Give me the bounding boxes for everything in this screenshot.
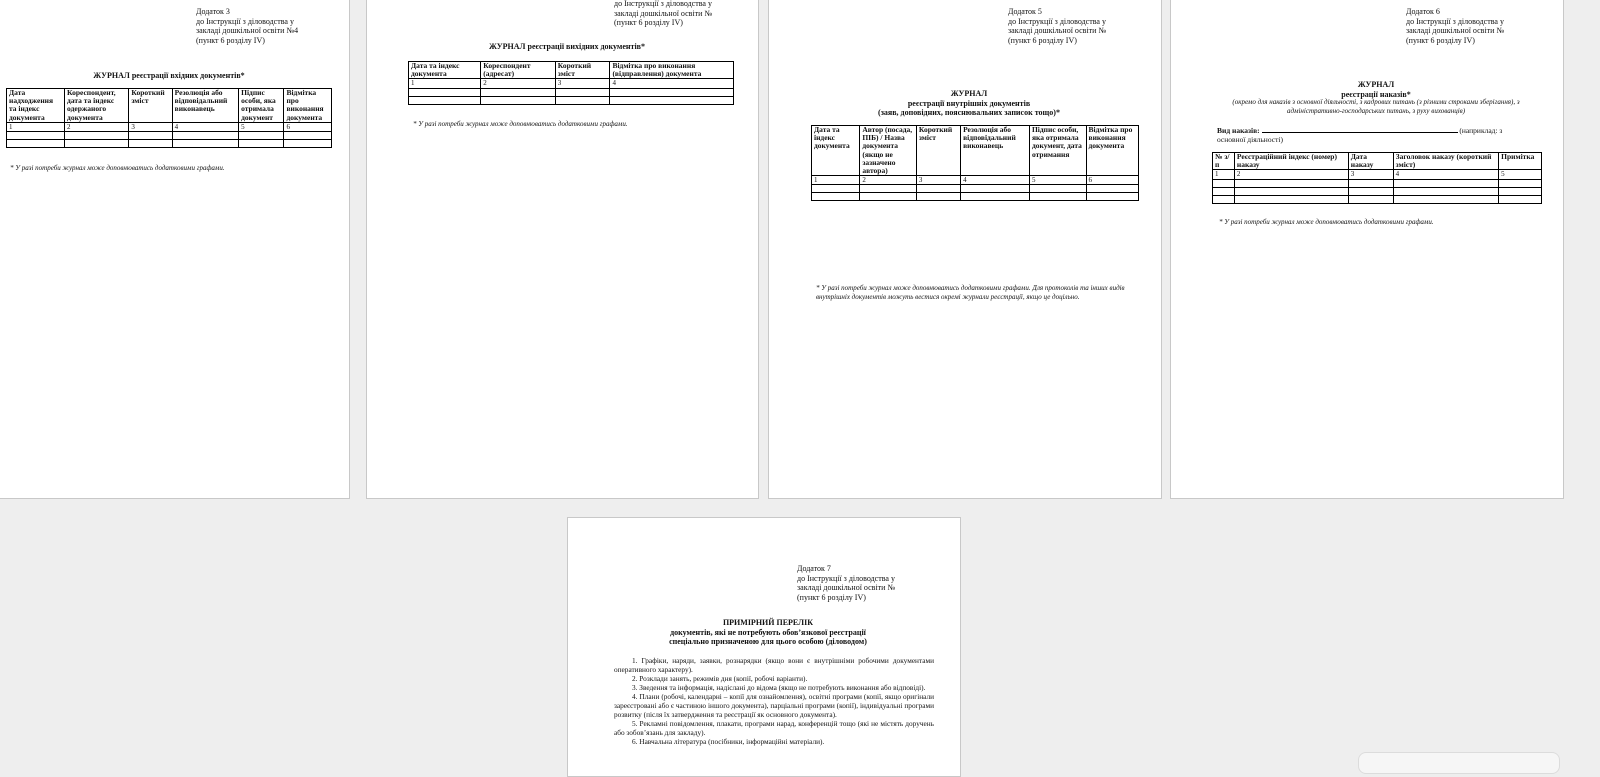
header-line: (пункт 6 розділу IV) bbox=[196, 35, 265, 45]
table-row bbox=[1213, 195, 1542, 203]
header-line: закладі дошкільної освіти № bbox=[1008, 26, 1107, 35]
footnote: * У разі потреби журнал може доповнюватись додатковими графами. bbox=[10, 164, 225, 172]
title-line: ПРИМІРНИЙ ПЕРЕЛІК bbox=[722, 618, 814, 627]
footnote: * У разі потреби журнал може доповнюватись додатковими графами. bbox=[413, 120, 628, 128]
column-header: Заголовок наказу (короткий зміст) bbox=[1393, 153, 1498, 170]
table-cell: 2 bbox=[860, 176, 917, 185]
column-header: Дата та індекс документа bbox=[812, 126, 860, 176]
header-line: (пункт 6 розділу IV) bbox=[1406, 35, 1475, 45]
column-header: Резолюція або відповідальний виконавець bbox=[172, 89, 238, 123]
title-line: ЖУРНАЛ bbox=[1357, 80, 1395, 89]
table-cell: 6 bbox=[284, 122, 332, 131]
footnote: * У разі потреби журнал може доповнюватись додатковими графами. bbox=[1219, 218, 1434, 226]
column-header: Дата надходження та індекс документа bbox=[7, 89, 65, 123]
appendix-header bbox=[1008, 7, 1106, 45]
column-header: Короткий зміст bbox=[916, 126, 960, 176]
appendix-header bbox=[797, 564, 895, 602]
order-kind-line bbox=[1217, 125, 1517, 144]
table-row bbox=[7, 132, 332, 140]
table-cell: 3 bbox=[916, 176, 960, 185]
column-header: Кореспондент, дата та індекс одержаного документа bbox=[65, 89, 129, 123]
header-line: закладі дошкільної освіти №4 bbox=[196, 26, 299, 35]
header-line: закладі дошкільної освіти № bbox=[797, 583, 896, 592]
order-kind-hint: (наприклад: з bbox=[1459, 126, 1503, 135]
title-line: документів, які не потребують обов’язкової реєстрації bbox=[670, 627, 866, 637]
journal-title: ЖУРНАЛ реєстрації вхідних документів* bbox=[93, 71, 245, 80]
table-number-row bbox=[409, 79, 734, 88]
header-line: до Інструкції з діловодства у bbox=[614, 0, 712, 8]
table-cell: 2 bbox=[1234, 170, 1348, 179]
column-header: № з/п bbox=[1213, 153, 1235, 170]
table-header-row bbox=[409, 62, 734, 79]
table-cell: 6 bbox=[1086, 176, 1138, 185]
floating-panel-edge bbox=[1358, 752, 1560, 774]
title-line: (заяв, доповідних, пояснювальних записок тощо)* bbox=[878, 108, 1060, 117]
table-row bbox=[409, 88, 734, 96]
table-cell: 1 bbox=[7, 122, 65, 131]
list-item: 4. Плани (робочі, календарні – копії для ознайомлення), освітні програми (копії, якщо оригінали зареєстровані або є частиною іншого документа), парціальні програми (копії), індивідуальні програми розвитку (після їх затвердження та реєстрації як основного документа). bbox=[614, 692, 934, 719]
appendix-header bbox=[614, 0, 712, 28]
table-header-row bbox=[7, 89, 332, 123]
table-cell: 1 bbox=[409, 79, 481, 88]
list-item: 5. Рекламні повідомлення, плакати, програми нарад, конференцій тощо (які не містять доручень або зобов’язань для закладу). bbox=[614, 719, 934, 737]
column-header: Короткий зміст bbox=[555, 62, 610, 79]
header-line: Додаток 5 bbox=[1008, 7, 1042, 16]
list-item: 6. Навчальна література (посібники, інформаційні матеріали). bbox=[632, 737, 825, 746]
header-line: Додаток 3 bbox=[196, 7, 230, 16]
column-header: Реєстраційний індекс (номер) наказу bbox=[1234, 153, 1348, 170]
table-cell: 4 bbox=[172, 122, 238, 131]
list-title bbox=[618, 618, 918, 647]
table-number-row bbox=[7, 122, 332, 131]
header-line: (пункт 6 розділу IV) bbox=[797, 592, 866, 602]
page-appendix-4 bbox=[366, 0, 759, 499]
order-kind-label: Вид наказів: bbox=[1217, 126, 1260, 135]
column-header: Підпис особи, яка отримала документ, дата отримання bbox=[1029, 126, 1086, 176]
header-line: до Інструкції з діловодства у bbox=[1406, 16, 1504, 26]
table-cell: 5 bbox=[1499, 170, 1542, 179]
table-row bbox=[7, 140, 332, 148]
footnote: * У разі потреби журнал може доповнюватись додатковими графами. Для протоколів та інших видів внутрішніх документів можуть вестися окремі журнали реєстрації, якщо це доцільно. bbox=[816, 284, 1125, 301]
table-header-row bbox=[812, 126, 1139, 176]
incoming-documents-table bbox=[6, 88, 332, 148]
outgoing-documents-table bbox=[408, 61, 734, 105]
column-header: Відмітка про виконання документа bbox=[1086, 126, 1138, 176]
list-item: 1. Графіки, наряди, заявки, рознарядки (якщо вони є внутрішніми робочими документами оперативного характеру). bbox=[614, 656, 934, 674]
title-line: ЖУРНАЛ bbox=[950, 89, 988, 98]
column-header: Короткий зміст bbox=[129, 89, 172, 123]
table-row bbox=[812, 185, 1139, 193]
page-appendix-6 bbox=[1170, 0, 1564, 499]
column-header: Автор (посада, ПІБ) / Назва документа (якщо не зазначено автора) bbox=[860, 126, 917, 176]
table-cell: 1 bbox=[812, 176, 860, 185]
order-kind-blank bbox=[1262, 125, 1458, 133]
title-line: реєстрації внутрішніх документів bbox=[907, 98, 1031, 108]
column-header: Відмітка про виконання документа bbox=[284, 89, 332, 123]
header-line: Додаток 7 bbox=[797, 564, 831, 573]
table-row bbox=[1213, 179, 1542, 187]
journal-title bbox=[819, 89, 1119, 118]
table-number-row bbox=[1213, 170, 1542, 179]
page-appendix-3 bbox=[0, 0, 350, 499]
table-row bbox=[812, 193, 1139, 201]
internal-documents-table bbox=[811, 125, 1139, 201]
table-cell: 5 bbox=[239, 122, 284, 131]
page-appendix-7 bbox=[567, 517, 961, 777]
table-cell: 1 bbox=[1213, 170, 1235, 179]
header-line: (пункт 6 розділу IV) bbox=[1008, 35, 1077, 45]
header-line: до Інструкції з діловодства у bbox=[196, 16, 294, 26]
table-header-row bbox=[1213, 153, 1542, 170]
table-cell: 5 bbox=[1029, 176, 1086, 185]
appendix-header bbox=[196, 7, 298, 45]
title-line: спеціально призначеною для цього особою (діловодом) bbox=[669, 637, 867, 646]
list-item: 2. Розклади занять, режимів дня (копії, робочі варіанти). bbox=[632, 674, 808, 683]
column-header: Підпис особи, яка отримала документ bbox=[239, 89, 284, 123]
table-row bbox=[1213, 187, 1542, 195]
journal-title bbox=[1251, 80, 1501, 99]
header-line: (пункт 6 розділу IV) bbox=[614, 18, 683, 27]
column-header: Дата та індекс документа bbox=[409, 62, 481, 79]
column-header: Резолюція або відповідальний виконавець bbox=[961, 126, 1030, 176]
table-cell: 4 bbox=[610, 79, 734, 88]
journal-title: ЖУРНАЛ реєстрації вихідних документів* bbox=[489, 42, 645, 51]
document-list bbox=[614, 656, 934, 746]
order-kind-hint-2: основної діяльності) bbox=[1217, 135, 1283, 144]
appendix-header bbox=[1406, 7, 1504, 45]
header-line: до Інструкції з діловодства у bbox=[797, 573, 895, 583]
table-cell: 3 bbox=[129, 122, 172, 131]
column-header: Примітка bbox=[1499, 153, 1542, 170]
table-cell: 3 bbox=[555, 79, 610, 88]
table-cell: 2 bbox=[481, 79, 556, 88]
header-line: закладі дошкільної освіти № bbox=[1406, 26, 1505, 35]
table-cell: 4 bbox=[961, 176, 1030, 185]
table-number-row bbox=[812, 176, 1139, 185]
table-row bbox=[409, 96, 734, 104]
title-line: реєстрації наказів* bbox=[1341, 89, 1411, 99]
header-line: Додаток 6 bbox=[1406, 7, 1440, 16]
journal-subtitle: (окремо для наказів з основної діяльності, з кадрових питань (з різними строками зберігання), з адміністративно-господарських питань, з руху вихованців) bbox=[1232, 98, 1520, 115]
orders-table bbox=[1212, 152, 1542, 204]
header-line: закладі дошкільної освіти № bbox=[614, 8, 713, 18]
table-cell: 4 bbox=[1393, 170, 1498, 179]
column-header: Відмітка про виконання (відправлення) документа bbox=[610, 62, 734, 79]
column-header: Кореспондент (адресат) bbox=[481, 62, 556, 79]
column-header: Дата наказу bbox=[1348, 153, 1393, 170]
table-cell: 3 bbox=[1348, 170, 1393, 179]
page-appendix-5 bbox=[768, 0, 1162, 499]
list-item: 3. Зведення та інформація, надіслані до відома (якщо не потребують виконання або відповіді). bbox=[632, 683, 926, 692]
header-line: до Інструкції з діловодства у bbox=[1008, 16, 1106, 26]
table-cell: 2 bbox=[65, 122, 129, 131]
